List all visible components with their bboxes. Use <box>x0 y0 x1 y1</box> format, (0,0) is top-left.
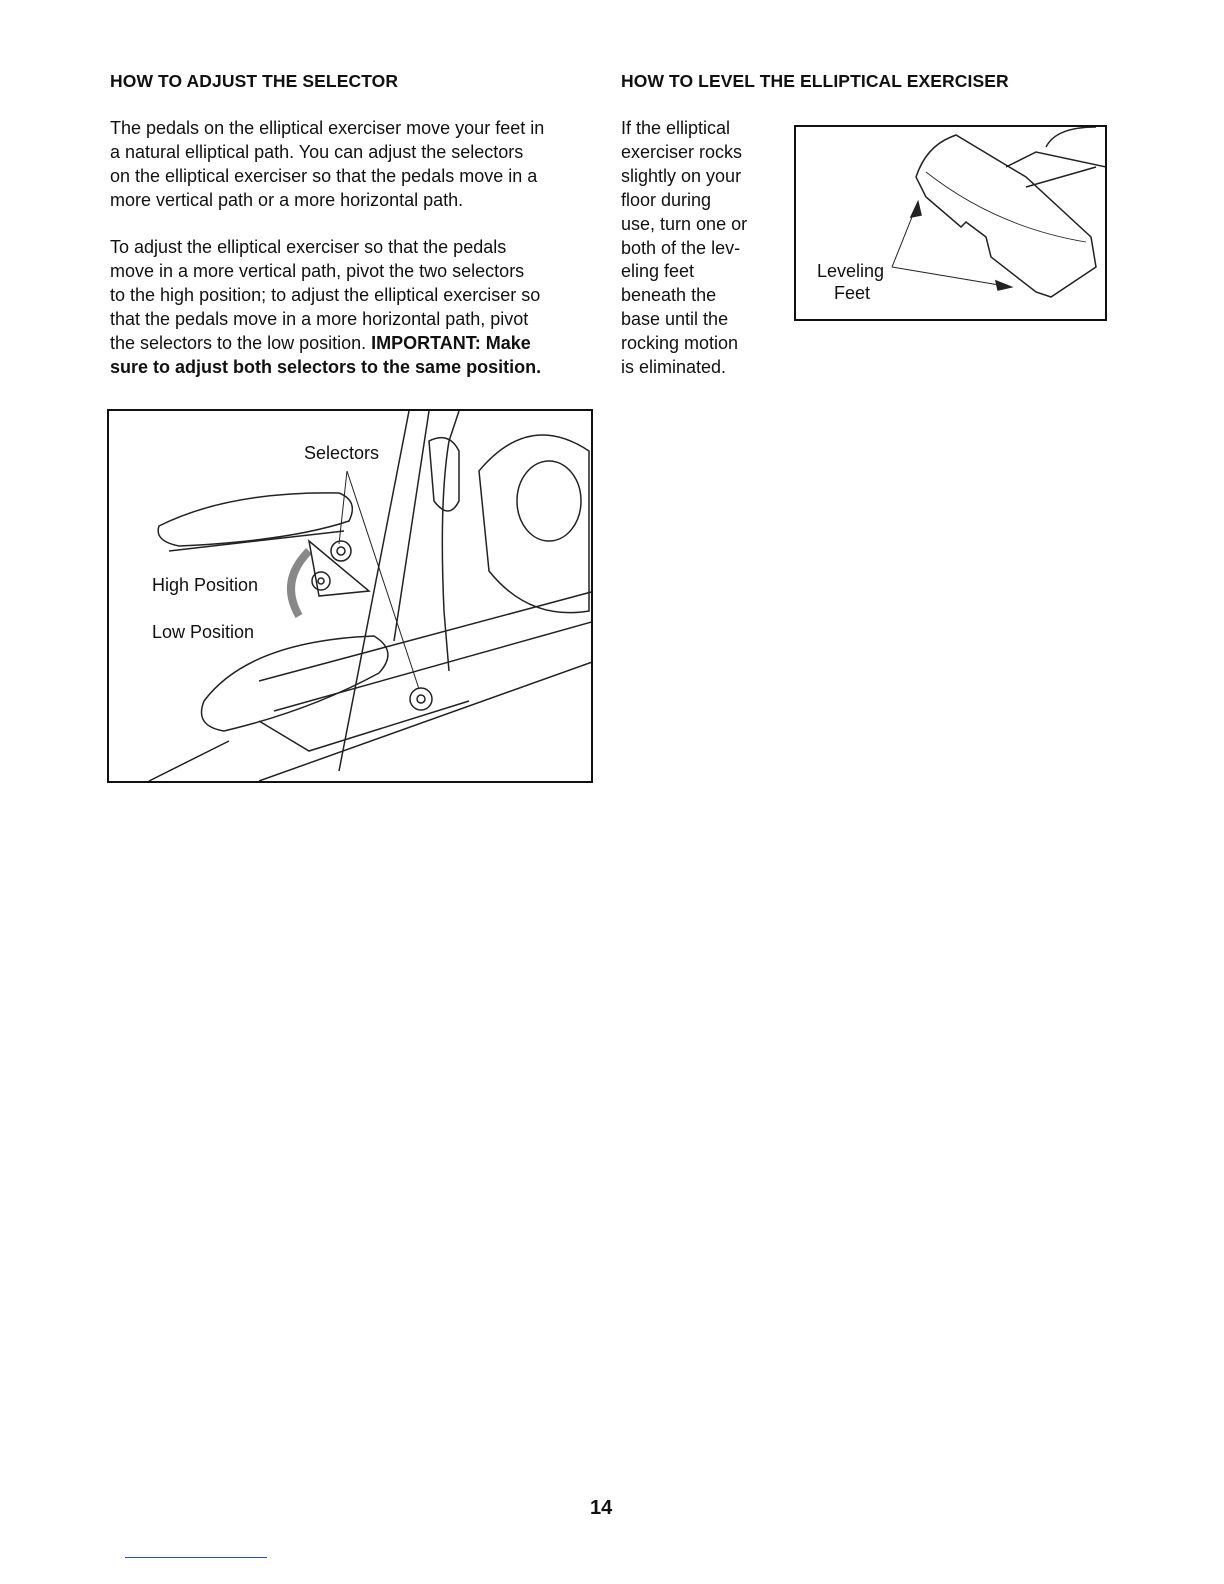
selector-paragraph-2 <box>110 236 541 379</box>
important-note-cont: sure to adjust both selectors to the same position. <box>110 356 542 377</box>
selector-figure <box>107 409 593 783</box>
text-line: exerciser rocks <box>621 141 743 162</box>
text-line: both of the lev- <box>621 237 741 258</box>
leveling-figure <box>794 125 1107 321</box>
text-line: slightly on your <box>621 165 742 186</box>
text-line: move in a more vertical path, pivot the two selectors <box>110 260 525 281</box>
text-line: the selectors to the low position. <box>110 332 372 353</box>
text-line: base until the <box>621 309 729 330</box>
elliptical-selector-illustration <box>109 411 593 783</box>
feet-label: Feet <box>834 283 871 303</box>
selector-paragraph-1 <box>110 117 544 213</box>
text-line: to the high position; to adjust the elliptical exerciser so <box>110 284 541 305</box>
leveling-paragraph <box>621 117 747 380</box>
text-line: use, turn one or <box>621 213 748 234</box>
text-line: is eliminated. <box>621 357 727 378</box>
important-note: IMPORTANT: Make <box>371 332 531 353</box>
leveling-heading: HOW TO LEVEL THE ELLIPTICAL EXERCISER <box>621 71 1009 91</box>
text-line: If the elliptical <box>621 118 731 138</box>
footer-rule <box>125 1557 267 1558</box>
selectors-label: Selectors <box>304 443 380 463</box>
text-line: rocking motion <box>621 333 739 354</box>
text-line: To adjust the elliptical exerciser so that the pedals <box>110 237 507 257</box>
leveling-label: Leveling <box>817 261 885 281</box>
text-line: that the pedals move in a more horizontal path, pivot <box>110 308 529 329</box>
text-line: beneath the <box>621 285 717 306</box>
text-line: The pedals on the elliptical exerciser move your feet in <box>110 118 545 138</box>
text-line: a natural elliptical path. You can adjust the selectors <box>110 141 524 162</box>
text-line: more vertical path or a more horizontal path. <box>110 189 464 210</box>
text-line: eling feet <box>621 261 695 282</box>
low-position-label: Low Position <box>152 622 255 642</box>
text-line: on the elliptical exerciser so that the pedals move in a <box>110 165 538 186</box>
selector-heading: HOW TO ADJUST THE SELECTOR <box>110 71 399 91</box>
text-line: floor during <box>621 189 712 210</box>
high-position-label: High Position <box>152 575 259 595</box>
page-number: 14 <box>590 1497 613 1519</box>
